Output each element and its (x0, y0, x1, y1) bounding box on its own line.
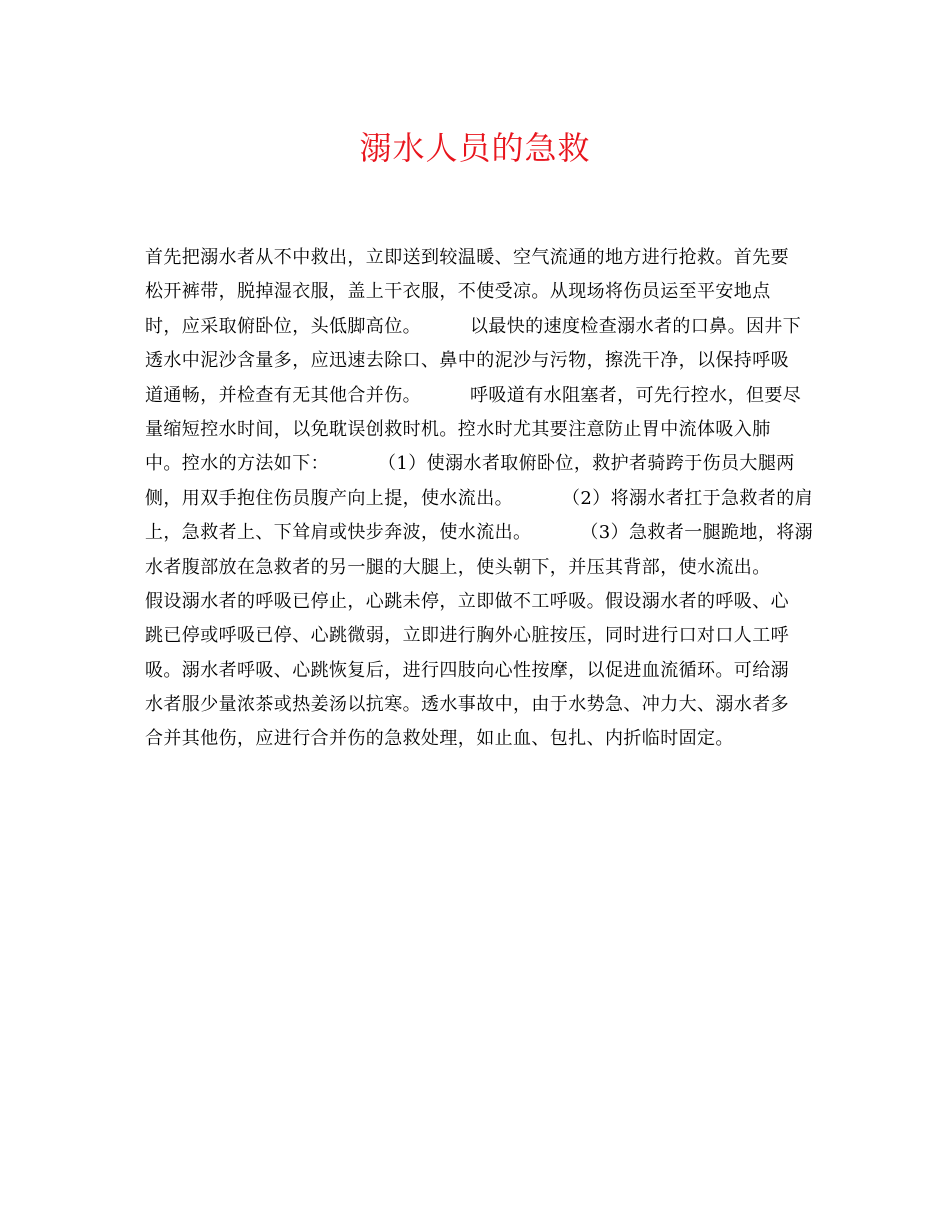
body-line: 水者腹部放在急救者的另一腿的大腿上，使头朝下，并压其背部，使水流出。 (145, 556, 771, 578)
body-line: 上，急救者上、下耸肩或快步奔波，使水流出。 （3）急救者一腿跪地，将溺 (145, 522, 814, 544)
body-line: 时，应采取俯卧位，头低脚高位。 以最快的速度检查溺水者的口鼻。因井下 (145, 315, 802, 337)
body-line: 假设溺水者的呼吸已停止，心跳未停，立即做不工呼吸。假设溺水者的呼吸、心 (145, 590, 789, 612)
body-line: 量缩短控水时间，以免耽误创救时机。控水时尤其要注意防止胃中流体吸入肺 (145, 418, 771, 440)
body-line: 合并其他伤，应进行合并伤的急救处理，如止血、包扎、内折临时固定。 (145, 728, 734, 750)
body-line: 水者服少量浓茶或热姜汤以抗寒。透水事故中，由于水势急、冲力大、溺水者多 (145, 694, 789, 716)
body-line: 中。控水的方法如下： （1）使溺水者取俯卧位，救护者骑跨于伤员大腿两 (145, 453, 795, 475)
body-line: 首先把溺水者从不中救出，立即送到较温暖、空气流通的地方进行抢救。首先要 (145, 247, 789, 268)
body-line: 松开裤带，脱掉湿衣服，盖上干衣服，不使受凉。从现场将伤员运至平安地点 (145, 281, 771, 303)
document-title: 溺水人员的急救 (359, 129, 591, 167)
body-line: 道通畅，并检查有无其他合并伤。 呼吸道有水阻塞者，可先行控水，但要尽 (145, 384, 802, 406)
body-line: 透水中泥沙含量多，应迅速去除口、鼻中的泥沙与污物，擦洗干净，以保持呼吸 (145, 350, 789, 372)
body-line: 侧，用双手抱住伤员腹产向上提，使水流出。 （2）将溺水者扛于急救者的肩 (145, 487, 814, 509)
document-body (145, 241, 815, 757)
body-line: 吸。溺水者呼吸、心跳恢复后，进行四肢向心性按摩，以促进血流循环。可给溺 (145, 659, 789, 681)
body-line: 跳已停或呼吸已停、心跳微弱，立即进行胸外心脏按压，同时进行口对口人工呼 (145, 625, 789, 647)
